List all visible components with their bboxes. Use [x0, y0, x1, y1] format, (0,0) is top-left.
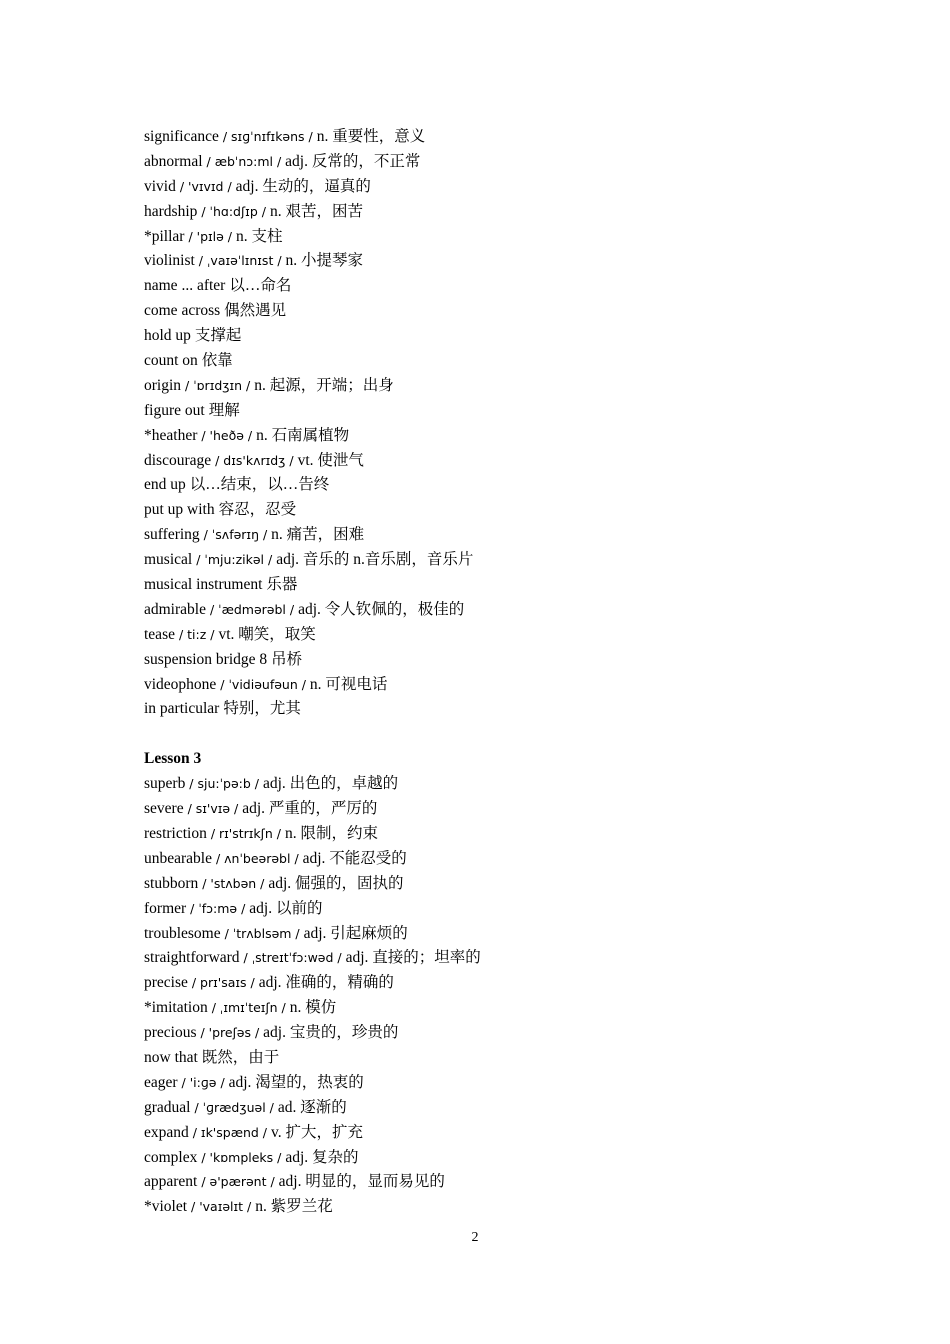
entry-word: suffering: [144, 526, 200, 544]
entry-word: *heather: [144, 426, 198, 444]
entry-pronunciation: / æbˈnɔ:ml /: [202, 153, 286, 169]
entry-pronunciation: / ˈsʌfərɪŋ /: [199, 527, 272, 543]
entry-word: put up with: [144, 501, 215, 519]
vocabulary-entry: [144, 1195, 844, 1220]
entry-word: complex: [144, 1148, 198, 1166]
entry-word: origin: [144, 376, 182, 394]
entry-word: former: [144, 899, 187, 917]
entry-pronunciation: / ˈmju:zikəl /: [192, 552, 277, 568]
entry-meaning: 以…结束，以…告终: [189, 476, 330, 494]
entry-meaning: n. 模仿: [289, 999, 337, 1017]
vocabulary-entry: [144, 1121, 844, 1146]
vocabulary-entry: [144, 573, 844, 598]
vocabulary-entry: [144, 872, 844, 897]
entry-pronunciation: / ɪk'spænd /: [188, 1124, 271, 1140]
entry-word: end up: [144, 476, 186, 494]
entry-pronunciation: / ˈædmərəbl /: [205, 601, 299, 617]
entry-pronunciation: / sɪɡˈnɪfɪkəns /: [218, 129, 317, 144]
entry-word: *violet: [144, 1198, 188, 1216]
entry-pronunciation: / ˈɡrædʒuəl /: [190, 1099, 278, 1115]
entry-pronunciation: / ˈɒrɪdʒɪn /: [181, 377, 255, 393]
entry-meaning: vt. 使泄气: [297, 451, 364, 469]
vocabulary-entry: [144, 673, 844, 698]
entry-meaning: adj. 倔强的，固执的: [268, 874, 404, 892]
entry-meaning: 容忍，忍受: [218, 501, 297, 519]
vocabulary-entry: [144, 374, 844, 399]
entry-meaning: ad. 逐渐的: [277, 1098, 347, 1116]
vocabulary-entry: [144, 946, 844, 971]
entry-word: apparent: [144, 1173, 198, 1191]
vocabulary-entry: [144, 971, 844, 996]
entry-meaning: n. 支柱: [235, 227, 283, 245]
entry-pronunciation: / 'kɒmpleks /: [197, 1149, 286, 1165]
vocabulary-entry: [144, 548, 844, 573]
entry-word: come across: [144, 302, 221, 320]
vocabulary-entry: [144, 623, 844, 648]
entry-word: stubborn: [144, 874, 199, 892]
vocabulary-entry: [144, 598, 844, 623]
entry-meaning: adj. 严重的，严厉的: [242, 800, 378, 818]
entry-pronunciation: / 'i:ɡə /: [177, 1074, 229, 1090]
vocabulary-entry: [144, 324, 844, 349]
entry-meaning: n. 痛苦，困难: [271, 526, 365, 544]
entry-meaning: adj. 不能忍受的: [302, 849, 407, 867]
vocabulary-entry: [144, 1071, 844, 1096]
vocabulary-entry: [144, 1096, 844, 1121]
entry-pronunciation: / sɪ'vɪə /: [183, 801, 243, 817]
entry-word: straightforward: [144, 949, 240, 967]
entry-word: figure out: [144, 401, 205, 419]
entry-word: now that: [144, 1048, 198, 1066]
vocabulary-entry: [144, 498, 844, 523]
vocabulary-entry: [144, 797, 844, 822]
entry-pronunciation: / 'stʌbən /: [198, 875, 269, 891]
entry-pronunciation: / prɪ'saɪs /: [187, 975, 259, 991]
entry-meaning: n. 起源，开端；出身: [254, 376, 394, 394]
vocabulary-entry: [144, 1146, 844, 1171]
vocabulary-entry: [144, 473, 844, 498]
entry-meaning: 以…命名: [229, 277, 292, 295]
entry-pronunciation: / ˈvidiəufəun /: [216, 676, 310, 692]
entry-pronunciation: / dɪs'kʌrɪdʒ /: [211, 452, 298, 468]
entry-word: troublesome: [144, 924, 221, 942]
entry-meaning: adj. 令人钦佩的，极佳的: [298, 600, 465, 618]
entry-word: musical instrument: [144, 576, 263, 594]
entry-meaning: 乐器: [266, 576, 298, 594]
section-spacer: [144, 722, 844, 747]
entry-pronunciation: / 'vaɪəlɪt /: [187, 1199, 256, 1215]
entry-pronunciation: / ˈtrʌblsəm /: [220, 925, 304, 941]
vocabulary-list-section-1: [144, 125, 844, 722]
vocabulary-entry: [144, 897, 844, 922]
entry-word: admirable: [144, 600, 206, 618]
entry-pronunciation: / ˌstreɪtˈfɔ:wəd /: [239, 950, 346, 966]
vocabulary-entry: [144, 847, 844, 872]
vocabulary-entry: [144, 772, 844, 797]
entry-meaning: adj. 复杂的: [285, 1148, 359, 1166]
entry-word: superb: [144, 775, 186, 793]
entry-pronunciation: / ti:z /: [174, 626, 219, 642]
entry-word: vivid: [144, 177, 176, 195]
vocabulary-entry: [144, 922, 844, 947]
entry-meaning: adj. 生动的，逼真的: [235, 177, 371, 195]
vocabulary-entry: [144, 822, 844, 847]
vocabulary-entry: [144, 299, 844, 324]
page-number: 2: [471, 1230, 479, 1245]
entry-word: expand: [144, 1123, 189, 1141]
entry-pronunciation: / sju:ˈpə:b /: [185, 776, 263, 792]
entry-word: *pillar: [144, 227, 185, 245]
entry-meaning: adj. 引起麻烦的: [303, 924, 408, 942]
vocabulary-entry: [144, 125, 844, 150]
entry-word: videophone: [144, 675, 217, 693]
entry-meaning: adj. 以前的: [249, 899, 323, 917]
entry-meaning: 既然，由于: [201, 1048, 280, 1066]
vocabulary-page: [144, 125, 844, 1220]
entry-pronunciation: / 'pɪlə /: [184, 228, 236, 244]
entry-meaning: 特别，尤其: [223, 700, 301, 718]
vocabulary-entry: [144, 175, 844, 200]
entry-word: in particular: [144, 700, 220, 718]
vocabulary-entry: [144, 996, 844, 1021]
vocabulary-entry: [144, 225, 844, 250]
entry-word: severe: [144, 800, 184, 818]
vocabulary-entry: [144, 349, 844, 374]
entry-meaning: n. 紫罗兰花: [255, 1198, 333, 1216]
entry-meaning: 理解: [208, 401, 240, 419]
entry-word: hold up: [144, 327, 191, 345]
entry-word: unbearable: [144, 849, 212, 867]
vocabulary-entry: [144, 1021, 844, 1046]
entry-pronunciation: / 'heðə /: [197, 427, 257, 443]
entry-word: count on: [144, 352, 198, 370]
entry-meaning: n. 可视电话: [309, 675, 388, 693]
entry-pronunciation: / ˌɪmɪˈteɪʃn /: [207, 1000, 290, 1016]
entry-meaning: n. 限制，约束: [284, 824, 378, 842]
vocabulary-entry: [144, 1046, 844, 1071]
entry-word: precious: [144, 1024, 197, 1042]
entry-meaning: vt. 嘲笑，取笑: [218, 625, 316, 643]
entry-word: hardship: [144, 202, 198, 220]
vocabulary-entry: [144, 399, 844, 424]
entry-word: abnormal: [144, 152, 203, 170]
vocabulary-entry: [144, 1170, 844, 1195]
entry-meaning: adj. 宝贵的，珍贵的: [263, 1024, 399, 1042]
lesson-heading: Lesson 3: [144, 750, 202, 768]
entry-word: violinist: [144, 252, 195, 270]
entry-word: discourage: [144, 451, 212, 469]
entry-word: precise: [144, 974, 188, 992]
entry-pronunciation: / rɪ'strɪkʃn /: [206, 825, 285, 841]
entry-meaning: adj. 反常的，不正常: [285, 152, 421, 170]
vocabulary-entry: [144, 249, 844, 274]
entry-word: *imitation: [144, 999, 208, 1017]
vocabulary-entry: [144, 523, 844, 548]
entry-pronunciation: / ə'pærənt /: [197, 1174, 279, 1190]
vocabulary-entry: [144, 274, 844, 299]
entry-meaning: adj. 直接的；坦率的: [345, 949, 481, 967]
vocabulary-entry: [144, 697, 844, 722]
entry-word: musical: [144, 551, 193, 569]
entry-word: eager: [144, 1073, 178, 1091]
entry-pronunciation: / 'preʃəs /: [196, 1025, 264, 1041]
entry-meaning: 支撑起: [194, 327, 242, 345]
entry-word: tease: [144, 625, 175, 643]
entry-meaning: v. 扩大，扩充: [270, 1123, 363, 1141]
entry-pronunciation: / ˌvaɪəˈlɪnɪst /: [194, 253, 286, 269]
vocabulary-list-section-2: [144, 772, 844, 1220]
entry-meaning: n. 艰苦，困苦: [269, 202, 363, 220]
vocabulary-entry: [144, 449, 844, 474]
entry-meaning: adj. 准确的，精确的: [258, 974, 394, 992]
entry-pronunciation: / 'vɪvɪd /: [175, 178, 236, 194]
vocabulary-entry: [144, 200, 844, 225]
entry-meaning: adj. 明显的，显而易见的: [278, 1173, 445, 1191]
entry-pronunciation: / ˈhɑ:dʃɪp /: [197, 203, 270, 219]
entry-word: name ... after: [144, 277, 226, 295]
entry-meaning: adj. 出色的，卓越的: [262, 775, 399, 793]
entry-meaning: 偶然遇见: [224, 302, 287, 320]
entry-pronunciation: / ʌnˈbeərəbl /: [212, 850, 303, 866]
vocabulary-entry: [144, 648, 844, 673]
entry-pronunciation: / ˈfɔ:mə /: [186, 900, 250, 916]
entry-meaning: 吊桥: [271, 650, 303, 668]
entry-meaning: 依靠: [201, 352, 233, 370]
entry-meaning: n. 小提琴家: [285, 252, 364, 270]
entry-word: significance: [144, 128, 219, 145]
entry-meaning: adj. 渴望的，热衷的: [228, 1073, 364, 1091]
entry-meaning: n. 重要性，意义: [316, 128, 426, 145]
vocabulary-entry: [144, 424, 844, 449]
entry-meaning: adj. 音乐的 n.音乐剧，音乐片: [276, 551, 474, 569]
entry-meaning: n. 石南属植物: [256, 426, 350, 444]
entry-word: suspension bridge 8: [144, 650, 268, 668]
entry-word: gradual: [144, 1098, 191, 1116]
entry-word: restriction: [144, 824, 207, 842]
vocabulary-entry: [144, 150, 844, 175]
